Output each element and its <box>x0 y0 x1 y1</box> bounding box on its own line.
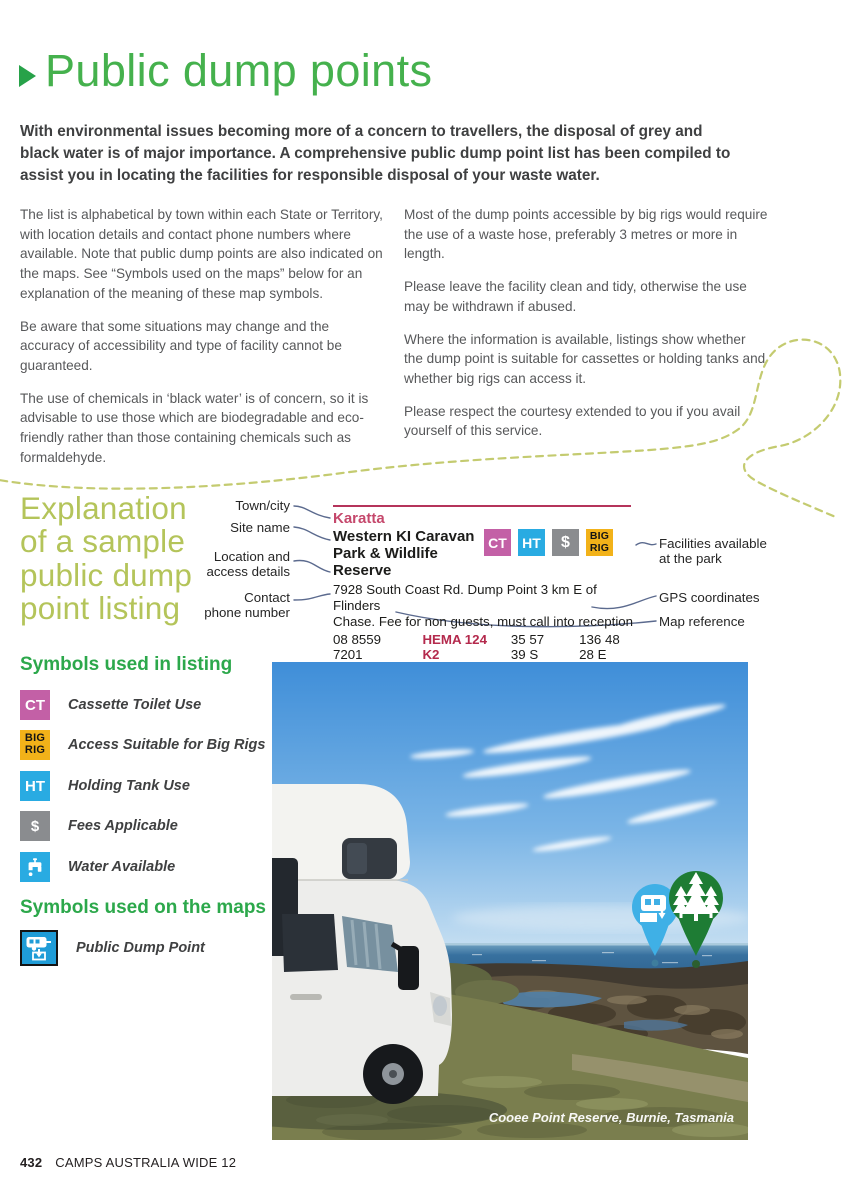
legend-item-water <box>20 852 175 882</box>
page-header <box>19 46 432 96</box>
legend-label: Holding Tank Use <box>68 778 190 794</box>
listing-map-reference: HEMA 124 K2 <box>422 632 487 663</box>
legend-label: Water Available <box>68 859 176 875</box>
annotation-gps: GPS coordinates <box>659 590 760 605</box>
big-rig-icon <box>20 730 50 760</box>
big-rig-icon <box>586 529 613 556</box>
book-title: CAMPS AUSTRALIA WIDE 12 <box>55 1155 237 1170</box>
legend-label: Cassette Toilet Use <box>68 697 202 713</box>
listing-site-name <box>333 529 493 579</box>
paragraph: Please leave the facility clean and tidy, otherwise the use may be withdrawn if abused. <box>404 279 747 314</box>
annotation-map-reference: Map reference <box>659 614 745 629</box>
annotation-line: Contact <box>244 590 290 605</box>
legend-label: Public Dump Point <box>76 940 205 956</box>
annotation-site-name: Site name <box>230 520 290 535</box>
annotation-facilities <box>659 536 789 567</box>
listing-divider <box>333 505 631 507</box>
legend-item-cassette-toilet <box>20 690 201 720</box>
address-line: 7928 South Coast Rd. Dump Point 3 km E of Flinders <box>333 582 597 614</box>
legend-item-fees <box>20 811 178 841</box>
listing-facility-icons <box>484 529 613 556</box>
annotation-town-city: Town/city <box>235 498 290 513</box>
big-rig-line: BIG <box>589 530 610 543</box>
paragraph: The list is alphabetical by town within each State or Territory, with location details and contact phone numbers where available. Note that public dump points are also indicated on the maps. See “Symbols used on the maps” below for an explanation of the meaning of these map symbols. <box>20 207 383 301</box>
holding-tank-icon: HT <box>20 771 50 801</box>
big-rig-line: BIG <box>24 732 46 745</box>
listing-address <box>333 582 635 629</box>
listing-phone-row <box>333 632 635 662</box>
legend-item-big-rig <box>20 730 265 760</box>
photo-coastal-campervan <box>272 662 748 1140</box>
heading-line: of a sample <box>20 523 186 560</box>
body-columns <box>20 205 828 480</box>
photo-caption: Cooee Point Reserve, Burnie, Tasmania <box>488 1110 734 1125</box>
annotation-line: phone number <box>204 605 290 621</box>
paragraph: The use of chemicals in ‘black water’ is of concern, so it is advisable to use those which are biodegradable and eco-friendly rather than those containing chemicals such as formaldehyde. <box>20 390 369 465</box>
site-name-line: Western KI Caravan <box>333 528 475 545</box>
maps-legend-heading: Symbols used on the maps <box>20 897 266 918</box>
heading-line: point listing <box>20 590 181 627</box>
paragraph: Most of the dump points accessible by big rigs would require the use of a waste hose, preferably 3 metres or more in length. <box>404 207 768 262</box>
fees-icon: $ <box>552 529 579 556</box>
paragraph: Where the information is available, listings show whether the dump point is suitable for cassettes or holding tanks and whether big rigs can access it. <box>404 331 766 386</box>
big-rig-line: RIG <box>24 744 46 756</box>
cassette-toilet-icon: CT <box>484 529 511 556</box>
legend-heading: Symbols used in listing <box>20 654 233 675</box>
legend-label: Access Suitable for Big Rigs <box>68 737 266 753</box>
intro-paragraph: With environmental issues becoming more of a concern to travellers, the disposal of grey and black water is of major importance. A comprehensive public dump point list has been compiled to assist you in locating the facilities for responsible disposal of your waste water. <box>20 123 731 185</box>
left-column <box>20 205 384 480</box>
arrow-right-icon <box>19 65 36 87</box>
cassette-toilet-icon: CT <box>20 690 50 720</box>
page-title: Public dump points <box>45 45 433 96</box>
listing-gps-longitude: 136 48 28 E <box>579 632 620 663</box>
annotation-line: at the park <box>659 551 722 567</box>
heading-line: Explanation <box>20 490 187 526</box>
water-tap-icon <box>20 852 50 882</box>
paragraph: Please respect the courtesy extended to you if you avail yourself of this service. <box>404 403 741 439</box>
holding-tank-icon: HT <box>518 529 545 556</box>
legend-item-holding-tank <box>20 771 190 801</box>
annotation-contact <box>130 590 290 621</box>
listing-phone: 08 8559 7201 <box>333 632 382 663</box>
annotation-location <box>130 549 290 580</box>
sample-listing <box>333 505 635 662</box>
legend-item-public-dump-point <box>20 930 205 966</box>
address-line: Chase. Fee for non guests, must call into reception <box>333 613 634 629</box>
heading-line: public dump <box>20 556 193 593</box>
page-number: 432 <box>20 1155 43 1170</box>
site-name-line: Park & Wildlife Reserve <box>333 544 438 579</box>
big-rig-line: RIG <box>589 541 610 554</box>
paragraph: Be aware that some situations may change and the accuracy of accessibility and type of facility cannot be guaranteed. <box>20 318 342 373</box>
page-footer <box>20 1155 236 1170</box>
right-column <box>404 205 768 480</box>
annotation-line: Facilities available <box>659 536 767 551</box>
legend-label: Fees Applicable <box>68 818 178 834</box>
public-dump-point-icon <box>20 930 58 966</box>
listing-gps-latitude: 35 57 39 S <box>510 632 545 663</box>
fees-icon: $ <box>20 811 50 841</box>
listing-town: Karatta <box>333 510 385 527</box>
annotation-line: access details <box>206 564 290 580</box>
annotation-line: Location and <box>213 549 290 564</box>
